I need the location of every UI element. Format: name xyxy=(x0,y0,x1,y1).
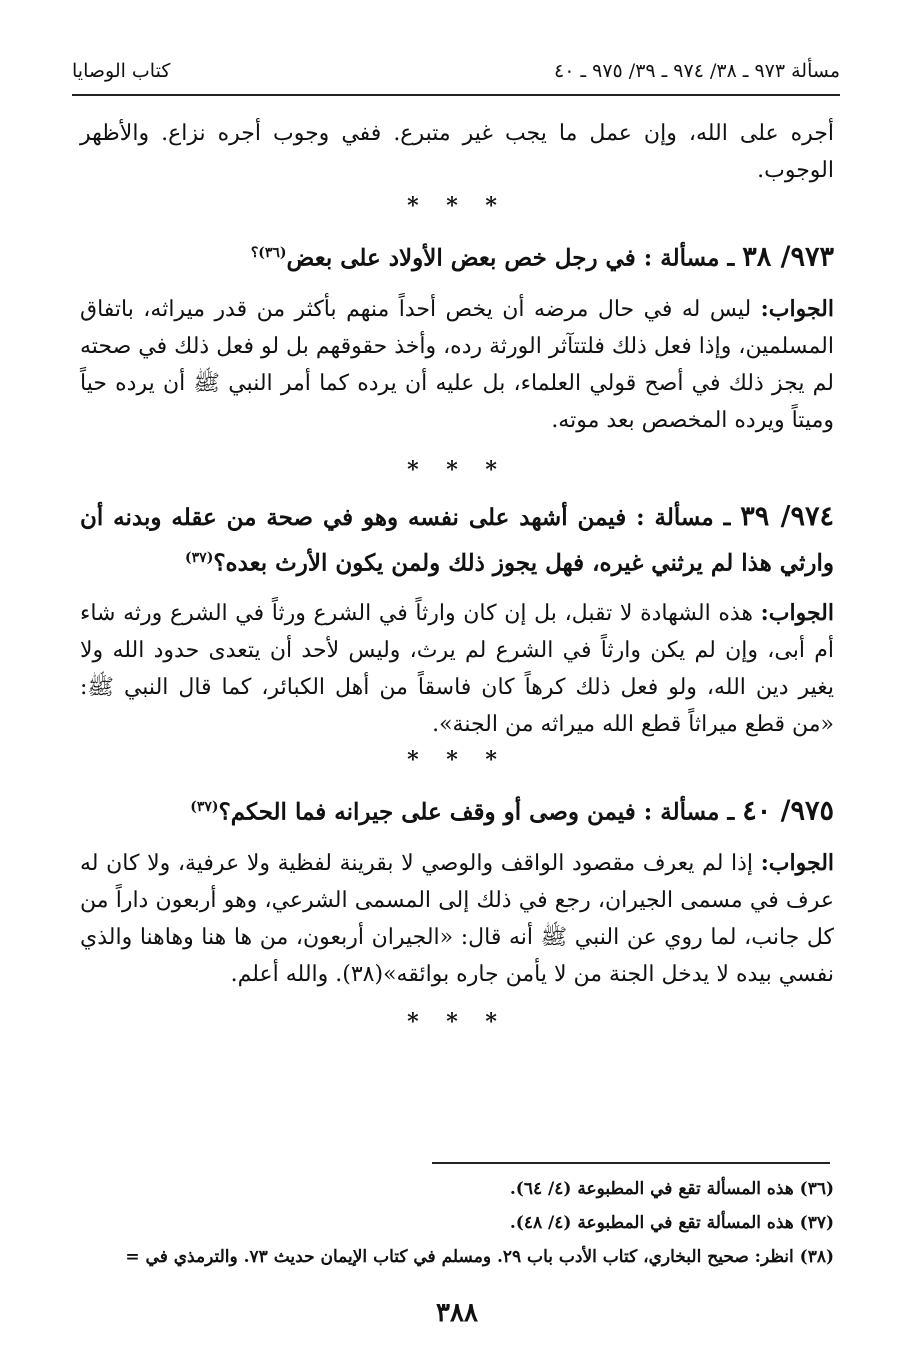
answer-label: الجواب: xyxy=(760,295,834,322)
answer-paragraph xyxy=(80,845,834,993)
question-title: فيمن أشهد على نفسه وهو في صحة من عقله وبدنه أن وارثي هذا لم يرثني غيره، فهل يجوز ذلك ولمن يكون الأرث بعده؟ xyxy=(80,503,834,577)
question-number: ٩٧٤/ ٣٩ xyxy=(740,500,834,532)
question-label: ـ مسألة : xyxy=(643,798,735,826)
question-number: ٩٧٣/ ٣٨ xyxy=(742,241,834,273)
page-number: ٣٨٨ xyxy=(436,1298,478,1328)
footnote-ref: (٣٦)؟ xyxy=(250,245,287,261)
header-range: مسألة ٩٧٣ ـ ٣٨/ ٩٧٤ ـ ٣٩/ ٩٧٥ ـ ٤٠ xyxy=(554,60,840,82)
footnotes xyxy=(40,1172,834,1274)
header-rule xyxy=(72,94,840,96)
separator: * * * xyxy=(407,193,507,219)
header-title: كتاب الوصايا xyxy=(72,60,171,82)
footnote: (٣٧) هذه المسألة تقع في المطبوعة (٤/ ٤٨). xyxy=(509,1213,834,1233)
footnote-ref: (٣٧) xyxy=(190,799,219,816)
question-heading xyxy=(80,233,834,279)
answer-label: الجواب: xyxy=(760,600,834,627)
page-body xyxy=(80,115,834,1049)
question-title: في رجل خص بعض الأولاد على بعض xyxy=(286,244,636,272)
question-label: ـ مسألة : xyxy=(636,503,731,531)
question-heading xyxy=(80,787,834,833)
intro-paragraph: أجره على الله، وإن عمل ما يجب غير متبرع. ففي وجوب أجره نزاع. والأظهر الوجوب. xyxy=(80,121,834,183)
answer-text: إذا لم يعرف مقصود الواقف والوصي لا بقرينة لفظية ولا عرفية، ولا كان له عرف في مسمى الجيران، رجع في ذلك إلى المسمى الشرعي، وهو أربعون داراً من كل جانب، لما روي عن النبي ﷺ أنه قال: «الجيران أربعون، من ها هنا وهاهنا والذي نفسي بيده لا يدخل الجنة من لا يأمن جاره بوائقه»(٣٨). والله أعلم. xyxy=(80,850,834,987)
question-heading xyxy=(80,497,834,584)
answer-paragraph xyxy=(80,595,834,743)
separator: * * * xyxy=(407,456,507,483)
answer-label: الجواب: xyxy=(760,849,835,876)
separator: * * * xyxy=(407,747,507,774)
footnote-rule xyxy=(432,1162,830,1164)
answer-paragraph xyxy=(80,291,834,439)
footnote: (٣٦) هذه المسألة تقع في المطبوعة (٤/ ٦٤). xyxy=(509,1179,834,1199)
question-title: فيمن وصى أو وقف على جيرانه فما الحكم؟ xyxy=(218,798,636,826)
question-label: ـ مسألة : xyxy=(643,244,735,272)
footnote: (٣٨) انظر: صحيح البخاري، كتاب الأدب باب ٢٩. ومسلم في كتاب الإيمان حديث ٧٣. والترمذي في = xyxy=(125,1247,834,1267)
footnote-ref: (٣٧) xyxy=(185,549,214,566)
question-number: ٩٧٥/ ٤٠ xyxy=(742,795,834,827)
separator: * * * xyxy=(407,1008,507,1035)
answer-text: هذه الشهادة لا تقبل، بل إن كان وارثاً في الشرع ورثاً في الشرع ورثه شاء أم أبى، وإن لم يكن وارثاً في الشرع لم يرث، وليس لأحد أن يتعدى حدود الله ولا يغير دين الله، ولو فعل ذلك كرهاً كان فاسقاً من أهل الكبائر، كما قال النبي ﷺ: «من قطع ميراثاً قطع الله ميراثه من الجنة». xyxy=(80,601,834,738)
running-header xyxy=(72,56,840,86)
answer-text: ليس له في حال مرضه أن يخص أحداً منهم بأكثر من قدر ميراثه، باتفاق المسلمين، وإذا فعل ذلك فلتتآثر الورثة رده، وأخذ حقوقهم بل لو فعل ذلك في صحته لم يجز ذلك في أصح قولي العلماء، بل عليه أن يرده كما أمر النبي ﷺ أن يرده حياً وميتاً ويرده المخصص بعد موته. xyxy=(80,296,834,433)
